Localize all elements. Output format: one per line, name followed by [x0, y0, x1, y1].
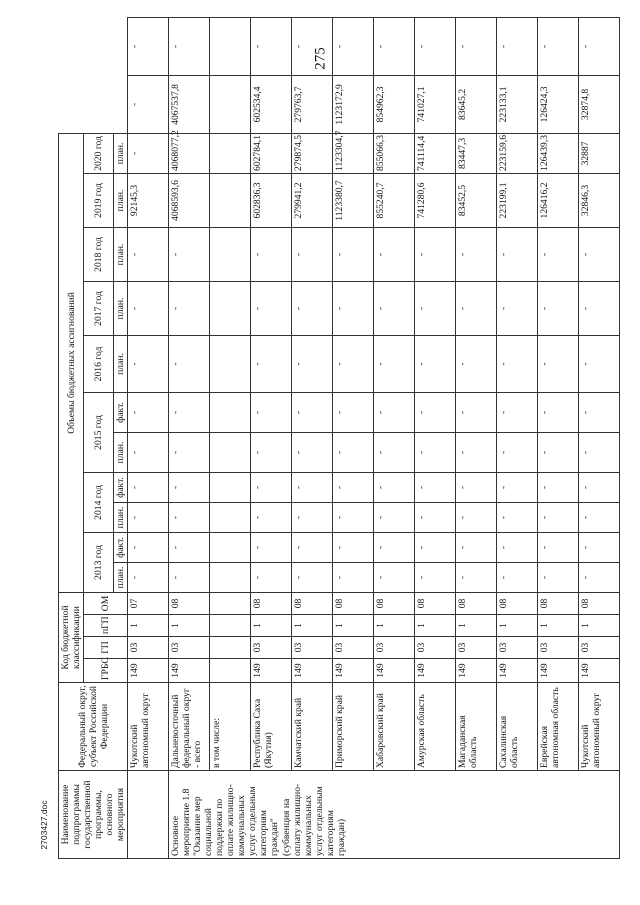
- cell-value: -: [415, 502, 456, 532]
- cell-grbs: 149: [456, 659, 497, 683]
- cell-value: 126424,3: [538, 75, 579, 133]
- cell-value: -: [251, 432, 292, 472]
- cell-pgp: [210, 615, 251, 637]
- cell-value: -: [128, 133, 169, 173]
- cell-value: [210, 502, 251, 532]
- cell-value: -: [169, 432, 210, 472]
- table-row: [579, 18, 620, 859]
- cell-value: [210, 432, 251, 472]
- cell-value: -: [128, 281, 169, 335]
- cell-value: 32887: [579, 133, 620, 173]
- cell-om: [210, 592, 251, 614]
- cell-value: -: [333, 432, 374, 472]
- cell-grbs: 149: [579, 659, 620, 683]
- cell-value: -: [497, 281, 538, 335]
- header-pgp: пГП: [84, 615, 128, 637]
- cell-value: [210, 562, 251, 592]
- cell-value: -: [415, 432, 456, 472]
- cell-grbs: [210, 659, 251, 683]
- cell-value: -: [292, 227, 333, 281]
- cell-value: -: [333, 281, 374, 335]
- cell-value: 4068593,6: [169, 173, 210, 227]
- header-year: 2014 год: [84, 472, 114, 532]
- cell-value: -: [538, 532, 579, 562]
- header-plan: план.: [114, 227, 128, 281]
- cell-value: -: [456, 281, 497, 335]
- cell-value: -: [292, 281, 333, 335]
- cell-value: [210, 18, 251, 76]
- header-fact: факт.: [114, 392, 128, 432]
- cell-value: -: [497, 18, 538, 76]
- table-row: [292, 18, 333, 859]
- cell-value: 602534,4: [251, 75, 292, 133]
- cell-subject: Приморский край: [333, 683, 374, 771]
- cell-value: 854962,3: [374, 75, 415, 133]
- cell-gp: [210, 637, 251, 659]
- cell-value: -: [333, 335, 374, 392]
- cell-value: -: [415, 392, 456, 432]
- table-row: [128, 18, 169, 859]
- cell-value: -: [579, 335, 620, 392]
- cell-value: -: [579, 281, 620, 335]
- cell-value: -: [497, 392, 538, 432]
- cell-value: -: [333, 227, 374, 281]
- cell-value: -: [579, 472, 620, 502]
- document-code: 2703427.doc: [39, 800, 49, 850]
- cell-om: 08: [538, 592, 579, 614]
- header-plan: план.: [114, 335, 128, 392]
- cell-value: -: [415, 281, 456, 335]
- cell-pgp: 1: [374, 615, 415, 637]
- cell-value: 126439,3: [538, 133, 579, 173]
- cell-gp: 03: [251, 637, 292, 659]
- cell-value: -: [128, 472, 169, 502]
- cell-value: 279763,7: [292, 75, 333, 133]
- cell-grbs: 149: [169, 659, 210, 683]
- table-row: [210, 18, 251, 859]
- header-fact: факт.: [114, 532, 128, 562]
- cell-subject: Чукотский автономный округ: [579, 683, 620, 771]
- header-year: 2017 год: [84, 281, 114, 335]
- header-year: 2019 год: [84, 173, 114, 227]
- header-code: Код бюджетной классификации: [59, 592, 84, 682]
- cell-subject: Хабаровский край: [374, 683, 415, 771]
- cell-value: -: [292, 18, 333, 76]
- cell-subject: Республика Саха (Якутия): [251, 683, 292, 771]
- cell-value: [210, 75, 251, 133]
- cell-value: [210, 472, 251, 502]
- cell-value: -: [374, 562, 415, 592]
- cell-gp: 03: [292, 637, 333, 659]
- cell-value: -: [538, 18, 579, 76]
- cell-value: -: [128, 392, 169, 432]
- table-row: [456, 18, 497, 859]
- header-year: 2020 год: [84, 133, 114, 173]
- cell-value: -: [579, 18, 620, 76]
- table-row: [333, 18, 374, 859]
- cell-value: -: [251, 227, 292, 281]
- cell-gp: 03: [579, 637, 620, 659]
- cell-value: -: [538, 392, 579, 432]
- cell-value: -: [456, 227, 497, 281]
- table-row: [169, 18, 210, 859]
- cell-value: 83447,3: [456, 133, 497, 173]
- header-year: 2013 год: [84, 532, 114, 592]
- cell-value: -: [538, 472, 579, 502]
- cell-value: -: [128, 18, 169, 76]
- cell-grbs: 149: [333, 659, 374, 683]
- cell-value: -: [374, 432, 415, 472]
- cell-value: -: [374, 18, 415, 76]
- cell-measure-name: Основное мероприятие 1.8 "Оказание мер социальной поддержки по оплате жилищно-коммунальных услуг отдельным категориям граждан" (субвенция на оплату жилищно-коммунальных услуг отдельным категориям граждан): [169, 771, 620, 859]
- cell-om: 08: [251, 592, 292, 614]
- cell-value: -: [292, 392, 333, 432]
- cell-gp: 03: [456, 637, 497, 659]
- cell-value: -: [579, 227, 620, 281]
- cell-gp: 03: [128, 637, 169, 659]
- cell-pgp: 1: [456, 615, 497, 637]
- cell-value: -: [538, 335, 579, 392]
- header-subject: Федеральный округ, субъект Российской Федерации: [59, 683, 128, 771]
- cell-value: -: [538, 227, 579, 281]
- cell-grbs: 149: [415, 659, 456, 683]
- cell-value: -: [497, 532, 538, 562]
- cell-pgp: 1: [415, 615, 456, 637]
- cell-value: 4068077,2: [169, 133, 210, 173]
- header-gp: ГП: [84, 637, 128, 659]
- cell-value: -: [374, 532, 415, 562]
- cell-value: -: [497, 562, 538, 592]
- cell-om: 07: [128, 592, 169, 614]
- cell-gp: 03: [333, 637, 374, 659]
- cell-value: -: [333, 472, 374, 502]
- cell-value: -: [251, 18, 292, 76]
- table-row: [251, 18, 292, 859]
- cell-value: -: [579, 502, 620, 532]
- cell-value: -: [456, 532, 497, 562]
- cell-value: -: [497, 227, 538, 281]
- cell-om: 08: [579, 592, 620, 614]
- cell-value: 126416,2: [538, 173, 579, 227]
- table-row: [538, 18, 579, 859]
- cell-value: -: [251, 392, 292, 432]
- cell-gp: 03: [497, 637, 538, 659]
- table-row: [415, 18, 456, 859]
- budget-table: [58, 17, 620, 859]
- cell-value: -: [456, 502, 497, 532]
- cell-om: 08: [374, 592, 415, 614]
- cell-value: -: [169, 18, 210, 76]
- cell-subject: Сахалинская область: [497, 683, 538, 771]
- cell-grbs: 149: [374, 659, 415, 683]
- cell-value: -: [169, 532, 210, 562]
- cell-value: -: [538, 281, 579, 335]
- cell-value: -: [579, 392, 620, 432]
- cell-value: -: [169, 281, 210, 335]
- cell-value: -: [415, 472, 456, 502]
- cell-value: [210, 133, 251, 173]
- cell-value: -: [538, 432, 579, 472]
- cell-value: -: [292, 562, 333, 592]
- table-row: [374, 18, 415, 859]
- cell-subject: Магаданская область: [456, 683, 497, 771]
- cell-value: 1123304,7: [333, 133, 374, 173]
- cell-value: 223159,6: [497, 133, 538, 173]
- cell-value: 1123380,7: [333, 173, 374, 227]
- cell-value: -: [169, 227, 210, 281]
- cell-value: -: [497, 432, 538, 472]
- cell-value: -: [538, 502, 579, 532]
- cell-pgp: 1: [579, 615, 620, 637]
- cell-value: -: [292, 472, 333, 502]
- cell-om: 08: [456, 592, 497, 614]
- cell-subject: Чукотский автономный округ: [128, 683, 169, 771]
- header-year: 2016 год: [84, 335, 114, 392]
- cell-value: -: [374, 472, 415, 502]
- cell-value: 4067537,8: [169, 75, 210, 133]
- cell-value: -: [169, 392, 210, 432]
- cell-value: -: [333, 18, 374, 76]
- cell-value: [210, 392, 251, 432]
- cell-value: 32874,8: [579, 75, 620, 133]
- cell-value: -: [579, 432, 620, 472]
- page-number: 275: [312, 47, 329, 70]
- cell-value: 279874,5: [292, 133, 333, 173]
- cell-value: 602784,1: [251, 133, 292, 173]
- cell-value: 223199,1: [497, 173, 538, 227]
- cell-value: [210, 173, 251, 227]
- cell-value: -: [128, 532, 169, 562]
- cell-value: -: [579, 562, 620, 592]
- cell-value: -: [128, 502, 169, 532]
- header-plan: план.: [114, 173, 128, 227]
- cell-value: -: [292, 532, 333, 562]
- cell-gp: 03: [415, 637, 456, 659]
- cell-om: 08: [169, 592, 210, 614]
- cell-value: -: [292, 335, 333, 392]
- cell-value: -: [374, 335, 415, 392]
- cell-value: 223133,1: [497, 75, 538, 133]
- cell-pgp: 1: [292, 615, 333, 637]
- cell-value: -: [415, 227, 456, 281]
- cell-gp: 03: [169, 637, 210, 659]
- cell-value: -: [292, 432, 333, 472]
- cell-om: 08: [333, 592, 374, 614]
- header-om: ОМ: [84, 592, 128, 614]
- cell-grbs: 149: [292, 659, 333, 683]
- cell-value: -: [169, 335, 210, 392]
- cell-value: 32846,3: [579, 173, 620, 227]
- cell-pgp: 1: [128, 615, 169, 637]
- cell-value: -: [251, 335, 292, 392]
- table-body: [128, 18, 620, 859]
- cell-value: -: [128, 227, 169, 281]
- cell-grbs: 149: [251, 659, 292, 683]
- header-fact: факт.: [114, 472, 128, 502]
- header-plan: план.: [114, 432, 128, 472]
- cell-pgp: 1: [251, 615, 292, 637]
- header-grbs: ГРБС: [84, 659, 128, 683]
- cell-grbs: 149: [538, 659, 579, 683]
- cell-om: 08: [415, 592, 456, 614]
- cell-value: 855066,3: [374, 133, 415, 173]
- cell-value: 855240,7: [374, 173, 415, 227]
- cell-value: -: [374, 227, 415, 281]
- cell-value: 741027,1: [415, 75, 456, 133]
- cell-pgp: 1: [333, 615, 374, 637]
- cell-value: 602836,3: [251, 173, 292, 227]
- cell-subject: в том числе:: [210, 683, 251, 771]
- cell-subject: Камчатский край: [292, 683, 333, 771]
- cell-value: 83645,2: [456, 75, 497, 133]
- cell-value: -: [415, 18, 456, 76]
- rotated-table-container: [58, 17, 603, 859]
- cell-value: -: [579, 532, 620, 562]
- cell-value: -: [251, 281, 292, 335]
- cell-value: -: [456, 472, 497, 502]
- cell-pgp: 1: [169, 615, 210, 637]
- cell-value: -: [333, 562, 374, 592]
- cell-value: -: [333, 502, 374, 532]
- cell-gp: 03: [538, 637, 579, 659]
- cell-measure-name: [128, 771, 169, 859]
- cell-value: -: [374, 281, 415, 335]
- cell-value: -: [497, 502, 538, 532]
- cell-value: -: [251, 472, 292, 502]
- cell-subject: Еврейская автономная область: [538, 683, 579, 771]
- header-plan: план.: [114, 281, 128, 335]
- cell-value: -: [456, 562, 497, 592]
- header-volumes: Объемы бюджетных ассигнований: [59, 133, 84, 592]
- cell-grbs: 149: [128, 659, 169, 683]
- cell-value: -: [169, 502, 210, 532]
- cell-value: 279941,2: [292, 173, 333, 227]
- cell-om: 08: [497, 592, 538, 614]
- cell-value: -: [251, 502, 292, 532]
- cell-gp: 03: [374, 637, 415, 659]
- cell-value: -: [538, 562, 579, 592]
- cell-value: -: [456, 392, 497, 432]
- cell-value: -: [292, 502, 333, 532]
- cell-grbs: 149: [497, 659, 538, 683]
- header-name: Наименование подпрограммы государственной программы, основного мероприятия: [59, 771, 128, 859]
- cell-value: -: [251, 562, 292, 592]
- cell-value: -: [169, 472, 210, 502]
- cell-value: -: [456, 335, 497, 392]
- cell-pgp: 1: [538, 615, 579, 637]
- cell-value: 92145,3: [128, 173, 169, 227]
- cell-subject: Дальневосточный федеральный округ - всего: [169, 683, 210, 771]
- cell-pgp: 1: [497, 615, 538, 637]
- cell-value: -: [497, 472, 538, 502]
- header-year: 2018 год: [84, 227, 114, 281]
- cell-value: -: [333, 532, 374, 562]
- cell-value: 741280,6: [415, 173, 456, 227]
- cell-value: -: [374, 502, 415, 532]
- cell-value: [210, 532, 251, 562]
- header-plan: план.: [114, 133, 128, 173]
- header-year: 2015 год: [84, 392, 114, 472]
- cell-value: -: [169, 562, 210, 592]
- cell-om: 08: [292, 592, 333, 614]
- cell-value: -: [497, 335, 538, 392]
- cell-value: -: [128, 432, 169, 472]
- cell-value: [210, 227, 251, 281]
- cell-value: [210, 335, 251, 392]
- cell-value: -: [415, 532, 456, 562]
- cell-value: -: [128, 335, 169, 392]
- cell-value: -: [128, 562, 169, 592]
- table-row: [497, 18, 538, 859]
- cell-value: -: [456, 432, 497, 472]
- cell-value: -: [374, 392, 415, 432]
- cell-value: -: [333, 392, 374, 432]
- cell-value: -: [415, 335, 456, 392]
- cell-value: -: [415, 562, 456, 592]
- cell-value: -: [128, 75, 169, 133]
- cell-value: 83452,5: [456, 173, 497, 227]
- cell-value: [210, 281, 251, 335]
- header-plan: план.: [114, 562, 128, 592]
- cell-value: -: [251, 532, 292, 562]
- cell-value: 741114,4: [415, 133, 456, 173]
- cell-value: -: [456, 18, 497, 76]
- header-plan: план.: [114, 502, 128, 532]
- cell-subject: Амурская область: [415, 683, 456, 771]
- cell-value: 1123172,9: [333, 75, 374, 133]
